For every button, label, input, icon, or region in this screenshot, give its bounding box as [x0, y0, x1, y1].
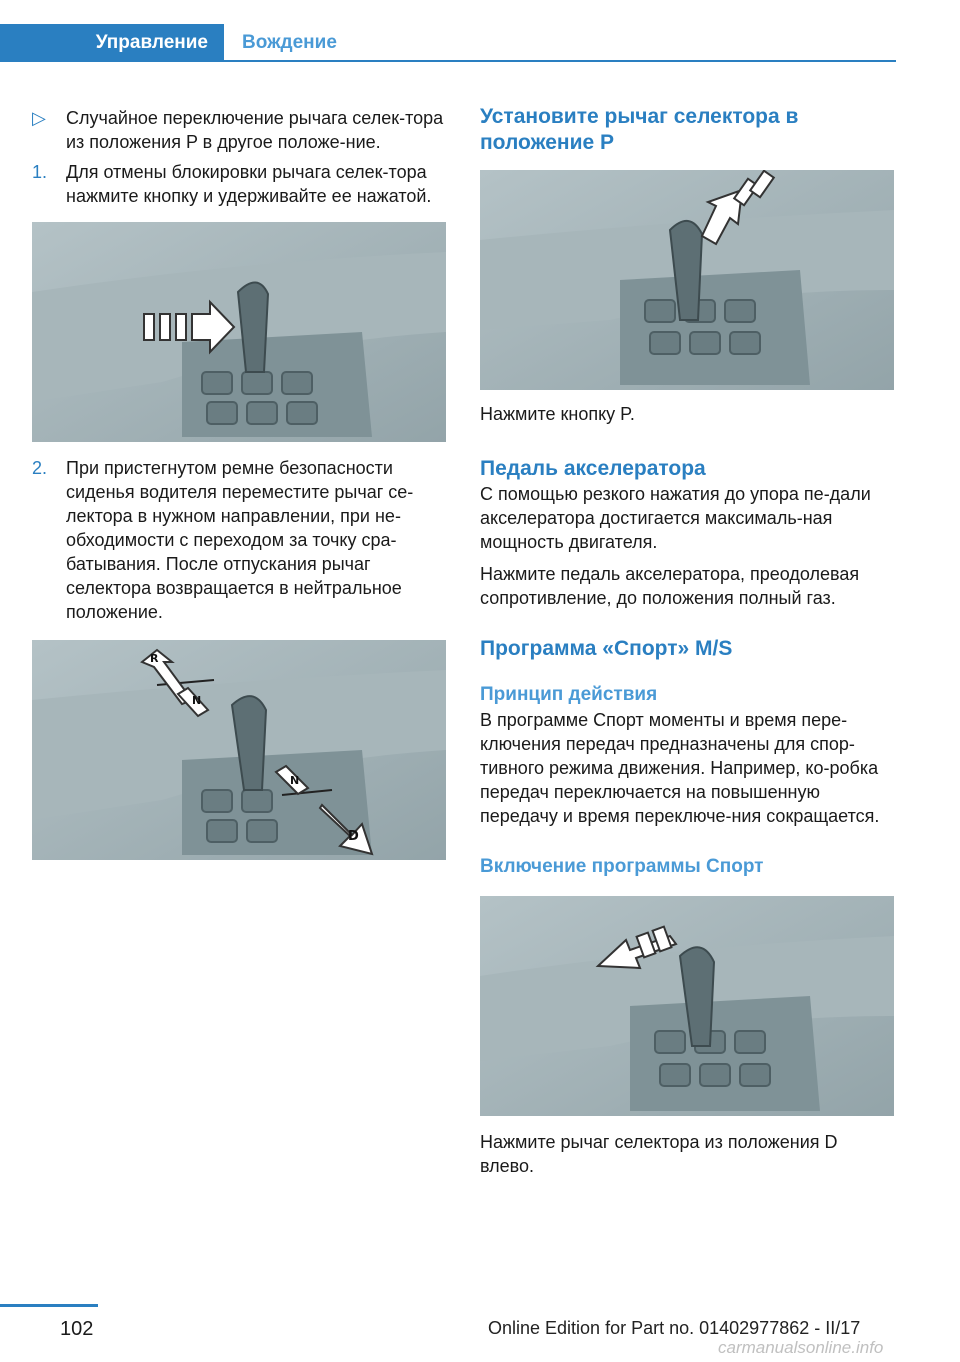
header-rule [224, 60, 896, 62]
figure-shift-directions [32, 640, 446, 860]
label-n-upper: N [192, 694, 202, 707]
figure-park-button [480, 170, 894, 390]
page-number: 102 [60, 1318, 94, 1340]
heading-principle: Принцип действия [480, 684, 658, 705]
list-item [32, 160, 446, 208]
label-n-lower: N [290, 774, 300, 787]
watermark: carmanualsonline.info [718, 1338, 884, 1357]
caption-enable-sport: Нажмите рычаг селектора из положения D влево. [480, 1132, 838, 1176]
accel-paragraph-1: С помощью резкого нажатия до упора пе-дали акселератора достигается максималь-ная мощность двигателя. [480, 484, 871, 552]
footer-rule [0, 1304, 98, 1307]
label-d: D [348, 829, 359, 844]
accel-paragraph-2: Нажмите педаль акселератора, преодолевая сопротивление, до положения полный газ. [480, 564, 860, 608]
step-number: 1. [32, 162, 48, 182]
list-item-text: Случайное переключение рычага селек-тора из положения P в другое положе-ние. [66, 108, 444, 152]
label-r: R [150, 652, 159, 665]
left-column [32, 106, 446, 860]
heading-enable-sport: Включение программы Спорт [480, 856, 764, 877]
figure-sport-shift [480, 896, 894, 1116]
list-item [32, 456, 446, 624]
triangle-bullet-icon: ▷ [32, 108, 46, 128]
tab-vozhdenie[interactable]: Вождение [242, 32, 337, 53]
tab-upravlenie[interactable]: Управление [0, 24, 224, 62]
heading-accelerator: Педаль акселератора [480, 457, 706, 480]
heading-park: Установите рычаг селектора в положение P [480, 105, 799, 154]
principle-paragraph: В программе Спорт моменты и время пере-ключения передач предназначены для спор-тивного режима движения. Например, ко-робка передач переключается на повышенную передачу и время переключе-ния сокращается. [480, 710, 880, 826]
heading-sport-program: Программа «Спорт» M/S [480, 637, 733, 660]
header-tabs [0, 24, 896, 62]
figure-unlock-button [32, 222, 446, 442]
edition-text: Online Edition for Part no. 01402977862 - II/17 [488, 1318, 861, 1338]
right-column [480, 104, 896, 1178]
list-item-text: Для отмены блокировки рычага селек-тора нажмите кнопку и удерживайте ее нажатой. [66, 162, 432, 206]
list-item [32, 106, 446, 154]
caption-park: Нажмите кнопку P. [480, 404, 635, 424]
list-item-text: При пристегнутом ремне безопасности сиденья водителя переместите рычаг се-лектора в нужном направлении, при не-обходимости с переходом за точку сра-батывания. После отпускания рычаг селектора возвращается в нейтральное положение. [66, 458, 414, 622]
step-number: 2. [32, 458, 48, 478]
